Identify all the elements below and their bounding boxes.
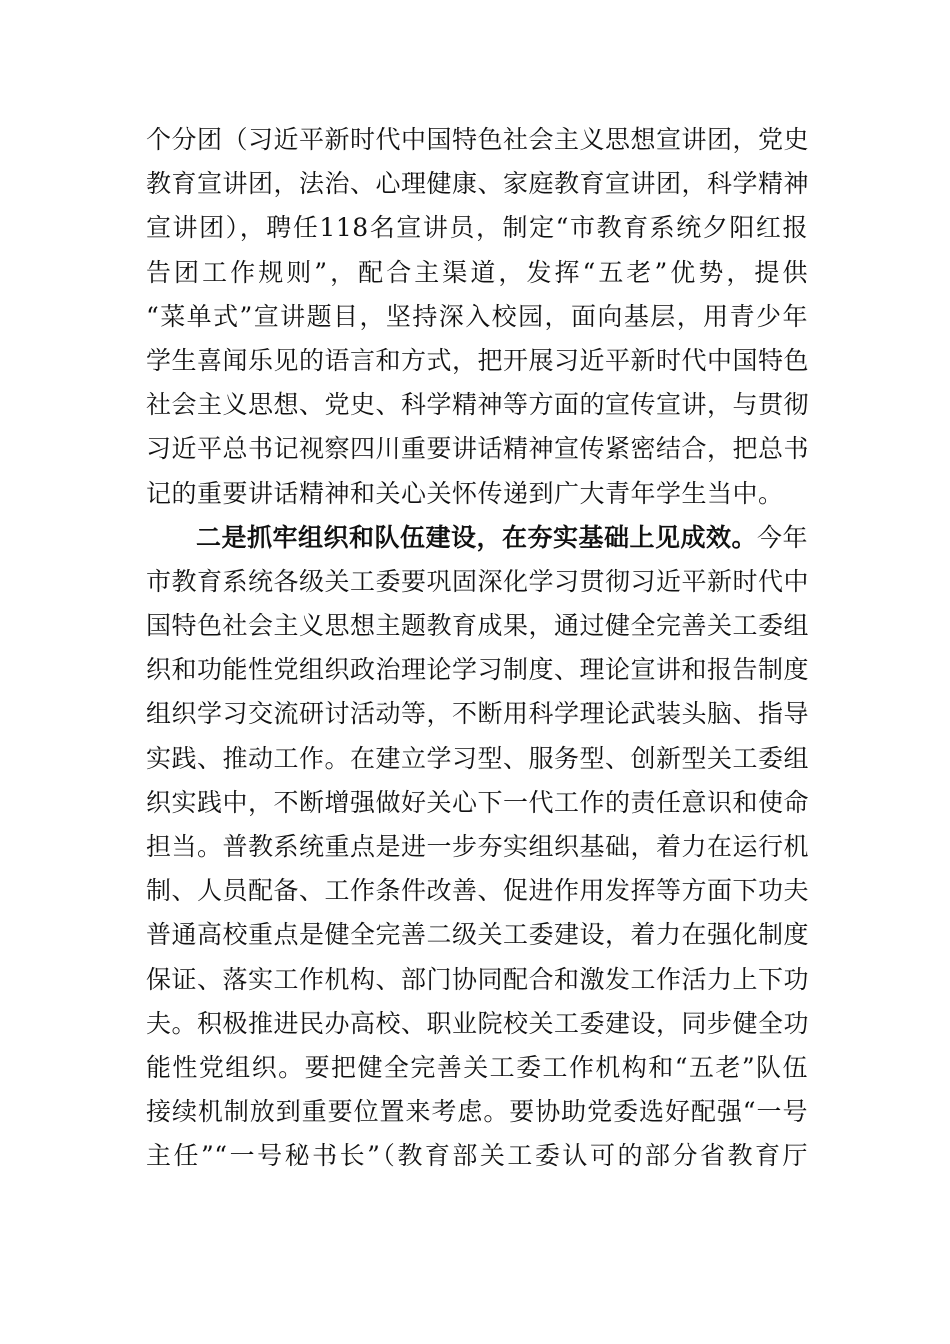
paragraph-2 [146,516,808,1179]
text-line: 宣讲团），聘任118名宣讲员，制定“市教育系统夕阳红报 [146,213,808,243]
paragraph-2-first-line [146,516,808,560]
document-page [146,118,808,1179]
text-line: 学生喜闻乐见的语言和方式，把开展习近平新时代中国特色 [146,345,810,375]
text-line: 普通高校重点是健全完善二级关工委建设，着力在强化制度 [146,920,810,950]
text-line: 市教育系统各级关工委要巩固深化学习贯彻习近平新时代中 [146,566,810,596]
text-line: 接续机制放到重要位置来考虑。要协助党委选好配强“一号 [146,1097,808,1127]
text-line: 夫。积极推进民办高校、职业院校关工委建设，同步健全功 [146,1008,810,1038]
text-line: “菜单式”宣讲题目，坚持深入校园，面向基层，用青少年 [146,301,808,331]
text-line: 习近平总书记视察四川重要讲话精神宣传紧密结合，把总书 [146,434,810,464]
text-line: 组织学习交流研讨活动等，不断用科学理论武装头脑、指导 [146,699,810,729]
section-heading: 二是抓牢组织和队伍建设，在夯实基础上见成效。 [196,522,758,552]
text-line: 担当。普教系统重点是进一步夯实组织基础，着力在运行机 [146,832,810,861]
text-run: 今年 [757,522,809,552]
text-line: 国特色社会主义思想主题教育成果，通过健全完善关工委组 [146,611,810,641]
text-line: 记的重要讲话精神和关心关怀传递到广大青年学生当中。 [146,478,784,508]
text-line: 教育宣讲团，法治、心理健康、家庭教育宣讲团，科学精神 [146,169,810,199]
text-line: 主任”“一号秘书长”（教育部关工委认可的部分省教育厅 [146,1141,808,1171]
text-line: 实践、推动工作。在建立学习型、服务型、创新型关工委组 [146,743,810,773]
text-line: 制、人员配备、工作条件改善、促进作用发挥等方面下功夫 [146,876,810,906]
text-line: 告团工作规则”，配合主渠道，发挥“五老”优势，提供 [146,257,808,287]
text-line: 能性党组织。要把健全完善关工委工作机构和“五老”队伍 [146,1052,808,1082]
paragraph-1 [146,118,808,516]
text-line: 织和功能性党组织政治理论学习制度、理论宣讲和报告制度 [146,655,810,685]
text-line: 织实践中，不断增强做好关心下一代工作的责任意识和使命 [146,787,810,817]
text-line: 保证、落实工作机构、部门协同配合和激发工作活力上下功 [146,964,810,994]
text-line: 社会主义思想、党史、科学精神等方面的宣传宣讲，与贯彻 [146,390,810,420]
text-line: 个分团（习近平新时代中国特色社会主义思想宣讲团，党史 [146,125,810,154]
